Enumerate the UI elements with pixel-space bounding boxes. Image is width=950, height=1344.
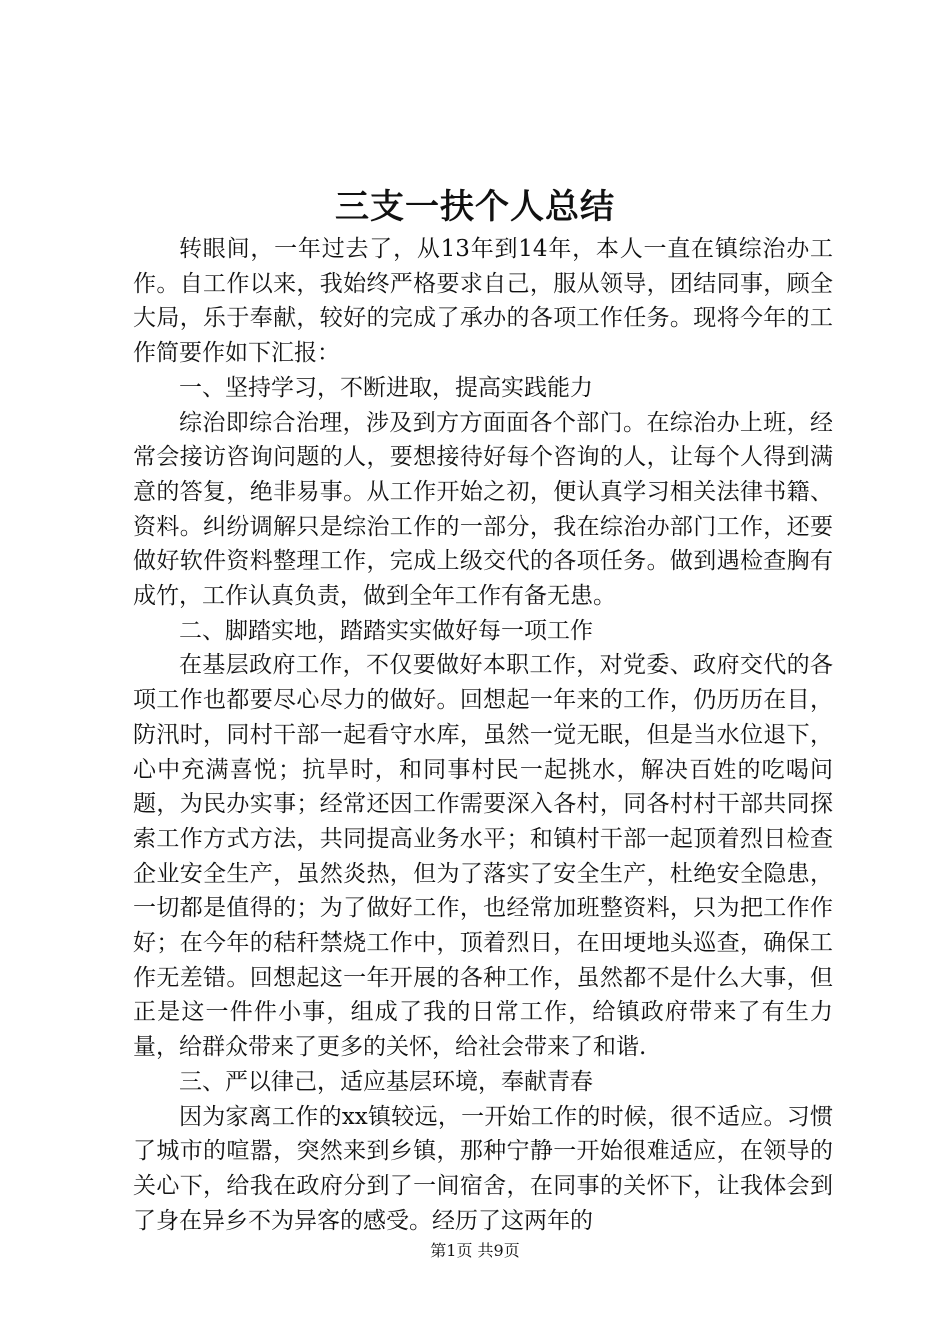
document-title: 三支一扶个人总结 [335,187,615,227]
page-footer: 第1页 共9页 [430,1241,520,1260]
document-body [133,232,833,1238]
section-heading-1: 一、坚持学习，不断进取，提高实践能力 [179,374,593,401]
paragraph-section-1: 综治即综合治理，涉及到方方面面各个部门。在综治办上班，经常会接访咨询问题的人，要想接待好每个咨询的人，让每个人得到满意的答复，绝非易事。从工作开始之初，便认真学习相关法律书籍、资料。纠纷调解只是综治工作的一部分，我在综治办部门工作，还要做好软件资料整理工作，完成上级交代的各项任务。做到遇检查胸有成竹，工作认真负责，做到全年工作有备无患。 [133,409,833,610]
paragraph-intro: 转眼间，一年过去了，从13年到14年，本人一直在镇综治办工作。自工作以来，我始终严格要求自己，服从领导，团结同事，顾全大局，乐于奉献，较好的完成了承办的各项工作任务。现将今年的工作简要作如下汇报： [133,236,833,367]
paragraph-section-2: 在基层政府工作，不仅要做好本职工作，对党委、政府交代的各项工作也都要尽心尽力的做好。回想起一年来的工作，仍历历在目，防汛时，同村干部一起看守水库，虽然一觉无眠，但是当水位退下，心中充满喜悦；抗旱时，和同事村民一起挑水，解决百姓的吃喝问题，为民办实事；经常还因工作需要深入各村，同各村村干部共同探索工作方式方法，共同提高业务水平；和镇村干部一起顶着烈日检查企业安全生产，虽然炎热，但为了落实了安全生产，杜绝安全隐患，一切都是值得的；为了做好工作，也经常加班整资料，只为把工作作好；在今年的秸秆禁烧工作中，顶着烈日，在田埂地头巡查，确保工作无差错。回想起这一年开展的各种工作，虽然都不是什么大事，但正是这一件件小事，组成了我的日常工作，给镇政府带来了有生力量，给群众带来了更多的关怀，给社会带来了和谐. [133,652,833,1061]
paragraph-section-3: 因为家离工作的xx镇较远，一开始工作的时候，很不适应。习惯了城市的喧嚣，突然来到乡镇，那种宁静一开始很难适应，在领导的关心下，给我在政府分到了一间宿舍，在同事的关怀下，让我体会到了身在异乡不为异客的感受。经历了这两年的 [133,1103,833,1234]
section-heading-3: 三、严以律己，适应基层环境，奉献青春 [179,1068,593,1095]
section-heading-2: 二、脚踏实地，踏踏实实做好每一项工作 [179,617,593,644]
